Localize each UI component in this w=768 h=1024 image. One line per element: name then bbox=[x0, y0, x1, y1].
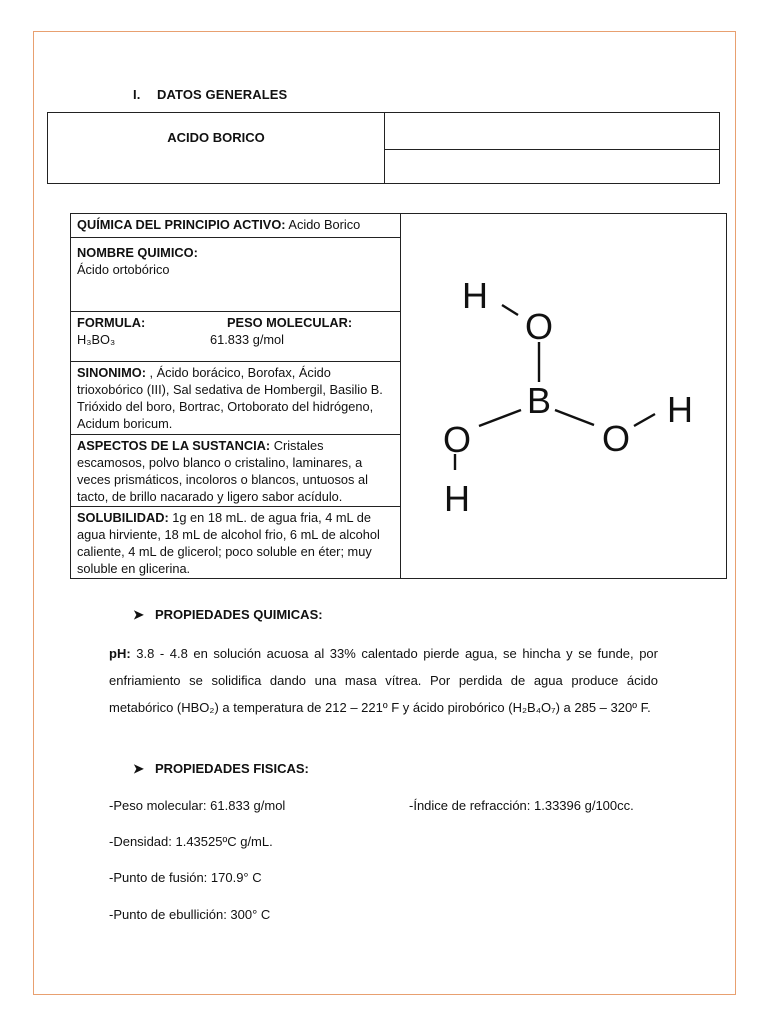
propiedades-fisicas-title: PROPIEDADES FISICAS: bbox=[155, 761, 309, 776]
solubilidad-cell bbox=[71, 507, 400, 578]
boric-acid-structure bbox=[401, 214, 727, 578]
general-data-name-cell bbox=[48, 113, 385, 183]
section-number: I. bbox=[133, 87, 141, 102]
atom-o-left: O bbox=[442, 419, 472, 460]
nombre-quimico-cell bbox=[71, 238, 400, 312]
compound-name: ACIDO BORICO bbox=[167, 130, 265, 145]
arrow-bullet-icon: ➤ bbox=[133, 761, 144, 776]
aspectos-value: Cristales escamosos, polvo blanco o cristalino, laminares, a veces prismáticos, incoloros o blancos, untuosos al tacto, de brillo nacarado y ligero sabor acídulo. bbox=[77, 438, 368, 504]
propiedades-quimicas-title: PROPIEDADES QUIMICAS: bbox=[155, 607, 323, 622]
bond-h-top-o-top bbox=[502, 305, 518, 315]
nombre-label: NOMBRE QUIMICO: bbox=[77, 245, 198, 260]
formula-cell bbox=[71, 312, 400, 362]
section-title-text: DATOS GENERALES bbox=[157, 87, 288, 102]
bond-b-o-right bbox=[555, 410, 594, 425]
solubilidad-value: 1g en 18 mL. de agua fria, 4 mL de agua hirviente, 18 mL de alcohol frio, 6 mL de alcohol caliente, 4 mL de glicerol; poco soluble en éter; muy soluble en glicerina. bbox=[77, 510, 380, 576]
prop-punto-ebullicion: -Punto de ebullición: 300° C bbox=[109, 907, 271, 922]
atom-o-right: O bbox=[601, 418, 631, 459]
propiedades-quimicas-paragraph bbox=[109, 640, 658, 721]
sinonimo-cell bbox=[71, 362, 400, 435]
solubilidad-label: SOLUBILIDAD: bbox=[77, 510, 169, 525]
principio-activo-cell bbox=[71, 214, 400, 238]
prop-punto-fusion: -Punto de fusión: 170.9° C bbox=[109, 870, 262, 885]
peso-label: PESO MOLECULAR: bbox=[227, 315, 353, 330]
info-table-left-column bbox=[71, 214, 401, 578]
general-data-divider bbox=[385, 149, 719, 150]
general-data-box bbox=[47, 112, 720, 184]
sinonimo-label: SINONIMO: bbox=[77, 365, 146, 380]
nombre-value: Ácido ortobórico bbox=[77, 262, 170, 277]
propiedades-fisicas-heading bbox=[133, 761, 309, 777]
section-title-datos-generales bbox=[133, 87, 287, 102]
atom-h-bottom: H bbox=[444, 478, 470, 519]
atom-h-right: H bbox=[667, 389, 693, 430]
sinonimo-value: , Ácido borácico, Borofax, Ácido trioxobórico (III), Sal sedativa de Hombergil, Basilio B. Trióxido del boro, Bortrac, Ortoborato del hidrógeno, Acidum boricum. bbox=[77, 365, 383, 431]
info-table bbox=[70, 213, 727, 579]
arrow-bullet-icon: ➤ bbox=[133, 607, 144, 622]
principio-value: Acido Borico bbox=[285, 217, 361, 232]
atom-boron: B bbox=[526, 380, 552, 421]
propiedades-quimicas-heading bbox=[133, 607, 323, 623]
atom-h-top: H bbox=[462, 275, 488, 316]
peso-value: 61.833 g/mol bbox=[210, 332, 284, 347]
prop-densidad: -Densidad: 1.43525ºC g/mL. bbox=[109, 834, 273, 849]
aspectos-cell bbox=[71, 435, 400, 507]
formula-value: H₃BO₃ bbox=[77, 332, 116, 347]
prop-indice-refraccion: -Índice de refracción: 1.33396 g/100cc. bbox=[409, 798, 634, 813]
formula-label: FORMULA: bbox=[77, 315, 146, 330]
ph-text: 3.8 - 4.8 en solución acuosa al 33% calentado pierde agua, se hincha y se funde, por enfriamiento se solidifica dando una masa vítrea. Por perdida de agua produce ácido metabórico (HBO₂) a temperatura de 212 – 221º F y ácido pirobórico (H₂B₄O₇) a 285 – 320º F. bbox=[109, 646, 658, 715]
bond-b-o-left bbox=[479, 410, 521, 426]
principio-label: QUÍMICA DEL PRINCIPIO ACTIVO: bbox=[77, 217, 286, 232]
ph-label: pH: bbox=[109, 646, 131, 661]
atom-o-top: O bbox=[524, 306, 554, 347]
aspectos-label: ASPECTOS DE LA SUSTANCIA: bbox=[77, 438, 271, 453]
bond-o-right-h-right bbox=[634, 414, 655, 426]
prop-peso-molecular: -Peso molecular: 61.833 g/mol bbox=[109, 798, 286, 813]
